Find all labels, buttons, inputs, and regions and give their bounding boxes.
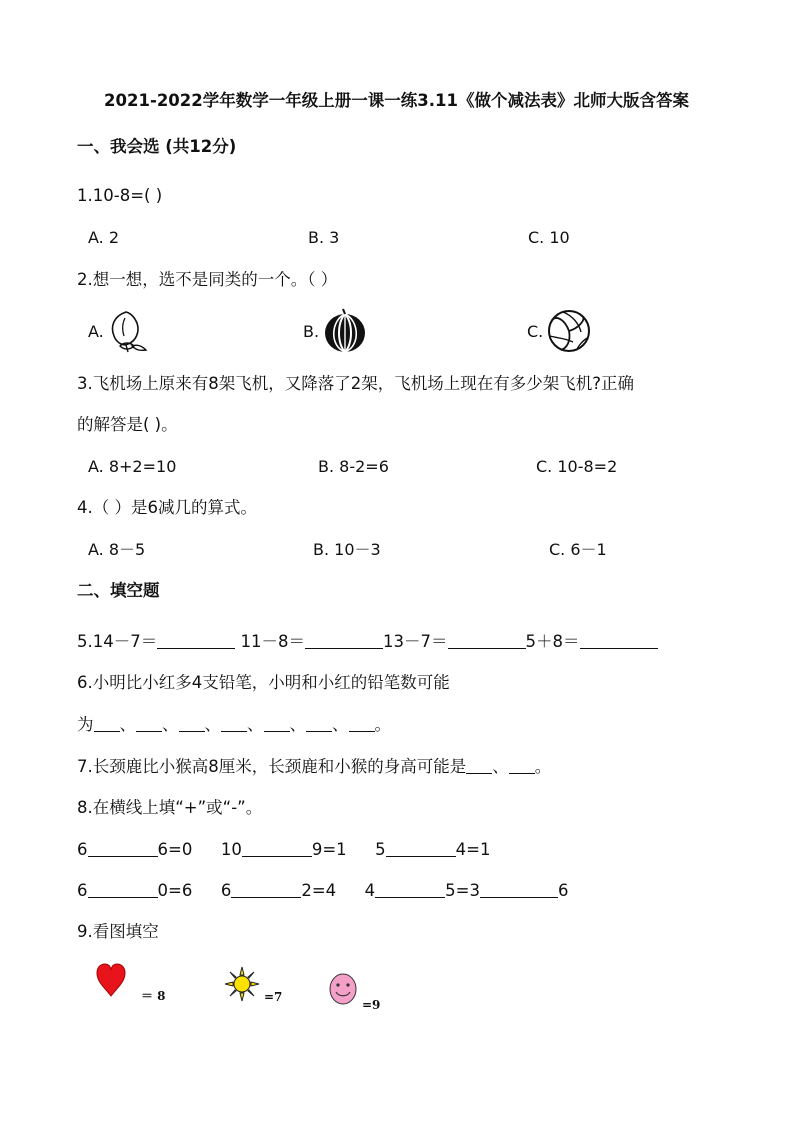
question-2-option-a: [88, 308, 148, 354]
answer-blank[interactable]: [264, 715, 290, 732]
question-6-line2: [77, 714, 391, 736]
q8-rest: 0=6: [157, 881, 193, 900]
option-label: A.: [88, 321, 104, 341]
q8-rest: 5=3: [445, 881, 480, 900]
q8-rest: 4=1: [455, 840, 491, 859]
question-7: [77, 756, 551, 778]
answer-blank[interactable]: [509, 757, 535, 774]
answer-blank[interactable]: [242, 840, 312, 857]
answer-blank[interactable]: [448, 632, 526, 649]
q8-rest: 6=0: [157, 840, 193, 859]
sun-value: =7: [264, 990, 283, 1004]
watermelon-icon: [319, 308, 367, 354]
question-1-stem: 1.10-8=( ): [77, 186, 163, 205]
q8-num: 6: [557, 881, 569, 900]
section-heading-fill-in: 二、填空题: [77, 581, 160, 600]
answer-blank[interactable]: [386, 840, 456, 857]
answer-blank[interactable]: [231, 881, 301, 898]
separator: 、: [332, 715, 349, 734]
q5-part-2: 11－8＝: [240, 632, 305, 651]
question-6-line1: 6.小明比小红多4支铅笔，小明和小红的铅笔数可能: [77, 673, 450, 692]
smile-equation: [328, 972, 381, 1012]
answer-blank[interactable]: [136, 715, 162, 732]
answer-blank[interactable]: [221, 715, 247, 732]
question-5: [77, 631, 658, 653]
q6-prefix: 为: [77, 715, 94, 734]
question-1-option-b: B. 3: [308, 228, 340, 247]
q5-part-1: 5.14－7＝: [77, 632, 158, 651]
smile-value: =9: [362, 998, 381, 1012]
option-label: B.: [303, 321, 320, 341]
answer-blank[interactable]: [480, 881, 558, 898]
answer-blank[interactable]: [349, 715, 375, 732]
separator: 、: [162, 715, 179, 734]
question-3-stem-line2: 的解答是( )。: [77, 415, 178, 434]
separator: 、: [119, 715, 136, 734]
section-heading-choice: 一、我会选 (共12分): [77, 137, 237, 156]
page-title: 2021-2022学年数学一年级上册一课一练3.11《做个减法表》北师大版含答案: [104, 91, 689, 110]
separator: 、: [204, 715, 221, 734]
question-2-option-b: [303, 308, 367, 354]
peach-icon: [104, 308, 148, 354]
answer-blank[interactable]: [88, 881, 158, 898]
q5-part-3: 13－7＝: [383, 632, 448, 651]
answer-blank[interactable]: [375, 881, 445, 898]
heart-icon: [95, 962, 127, 998]
volleyball-icon: [543, 308, 591, 354]
option-label: C.: [527, 321, 544, 341]
question-4-stem: 4.（ ）是6减几的算式。: [77, 498, 257, 517]
question-4-option-c: C. 6－1: [549, 540, 607, 559]
q8-num: 6: [77, 840, 88, 859]
answer-blank[interactable]: [306, 715, 332, 732]
answer-blank[interactable]: [179, 715, 205, 732]
question-2-stem: 2.想一想，选不是同类的一个。（ ）: [77, 270, 338, 289]
q6-end: 。: [374, 715, 391, 734]
question-9-stem: 9.看图填空: [77, 922, 159, 941]
question-3-stem-line1: 3.飞机场上原来有8架飞机，又降落了2架，飞机场上现在有多少架飞机?正确: [77, 374, 634, 393]
answer-blank[interactable]: [466, 757, 492, 774]
answer-blank[interactable]: [157, 632, 235, 649]
separator: 、: [247, 715, 264, 734]
question-8-row-1: [77, 839, 490, 861]
q8-num: 6: [77, 881, 88, 900]
answer-blank[interactable]: [88, 840, 158, 857]
question-2-option-c: [527, 308, 591, 354]
question-1-option-a: A. 2: [88, 228, 120, 247]
heart-value: ＝ 8: [141, 989, 166, 1003]
question-4-option-a: A. 8－5: [88, 540, 146, 559]
q8-rest: 9=1: [311, 840, 347, 859]
separator: 、: [492, 757, 509, 776]
heart-equation: [95, 962, 166, 1003]
question-8-stem: 8.在横线上填“+”或“-”。: [77, 798, 263, 817]
question-4-option-b: B. 10－3: [313, 540, 381, 559]
q8-num: 10: [220, 840, 242, 859]
answer-blank[interactable]: [305, 632, 383, 649]
q5-part-4: 5＋8＝: [525, 632, 580, 651]
question-8-row-2: [77, 880, 568, 902]
answer-blank[interactable]: [94, 715, 120, 732]
smiley-face-icon: [328, 972, 358, 1006]
question-3-option-c: C. 10-8=2: [536, 457, 618, 476]
q8-num: 5: [375, 840, 386, 859]
separator: 、: [289, 715, 306, 734]
question-3-option-b: B. 8-2=6: [318, 457, 389, 476]
answer-blank[interactable]: [580, 632, 658, 649]
question-1-option-c: C. 10: [528, 228, 570, 247]
sun-icon: [224, 966, 260, 1002]
q8-num: 6: [220, 881, 232, 900]
q7-end: 。: [534, 757, 552, 776]
q8-num: 4: [364, 881, 376, 900]
sun-equation: [224, 966, 282, 1002]
q7-text: 7.长颈鹿比小猴高8厘米，长颈鹿和小猴的身高可能是: [77, 757, 467, 776]
question-3-option-a: A. 8+2=10: [88, 457, 177, 476]
q8-rest: 2=4: [301, 881, 337, 900]
